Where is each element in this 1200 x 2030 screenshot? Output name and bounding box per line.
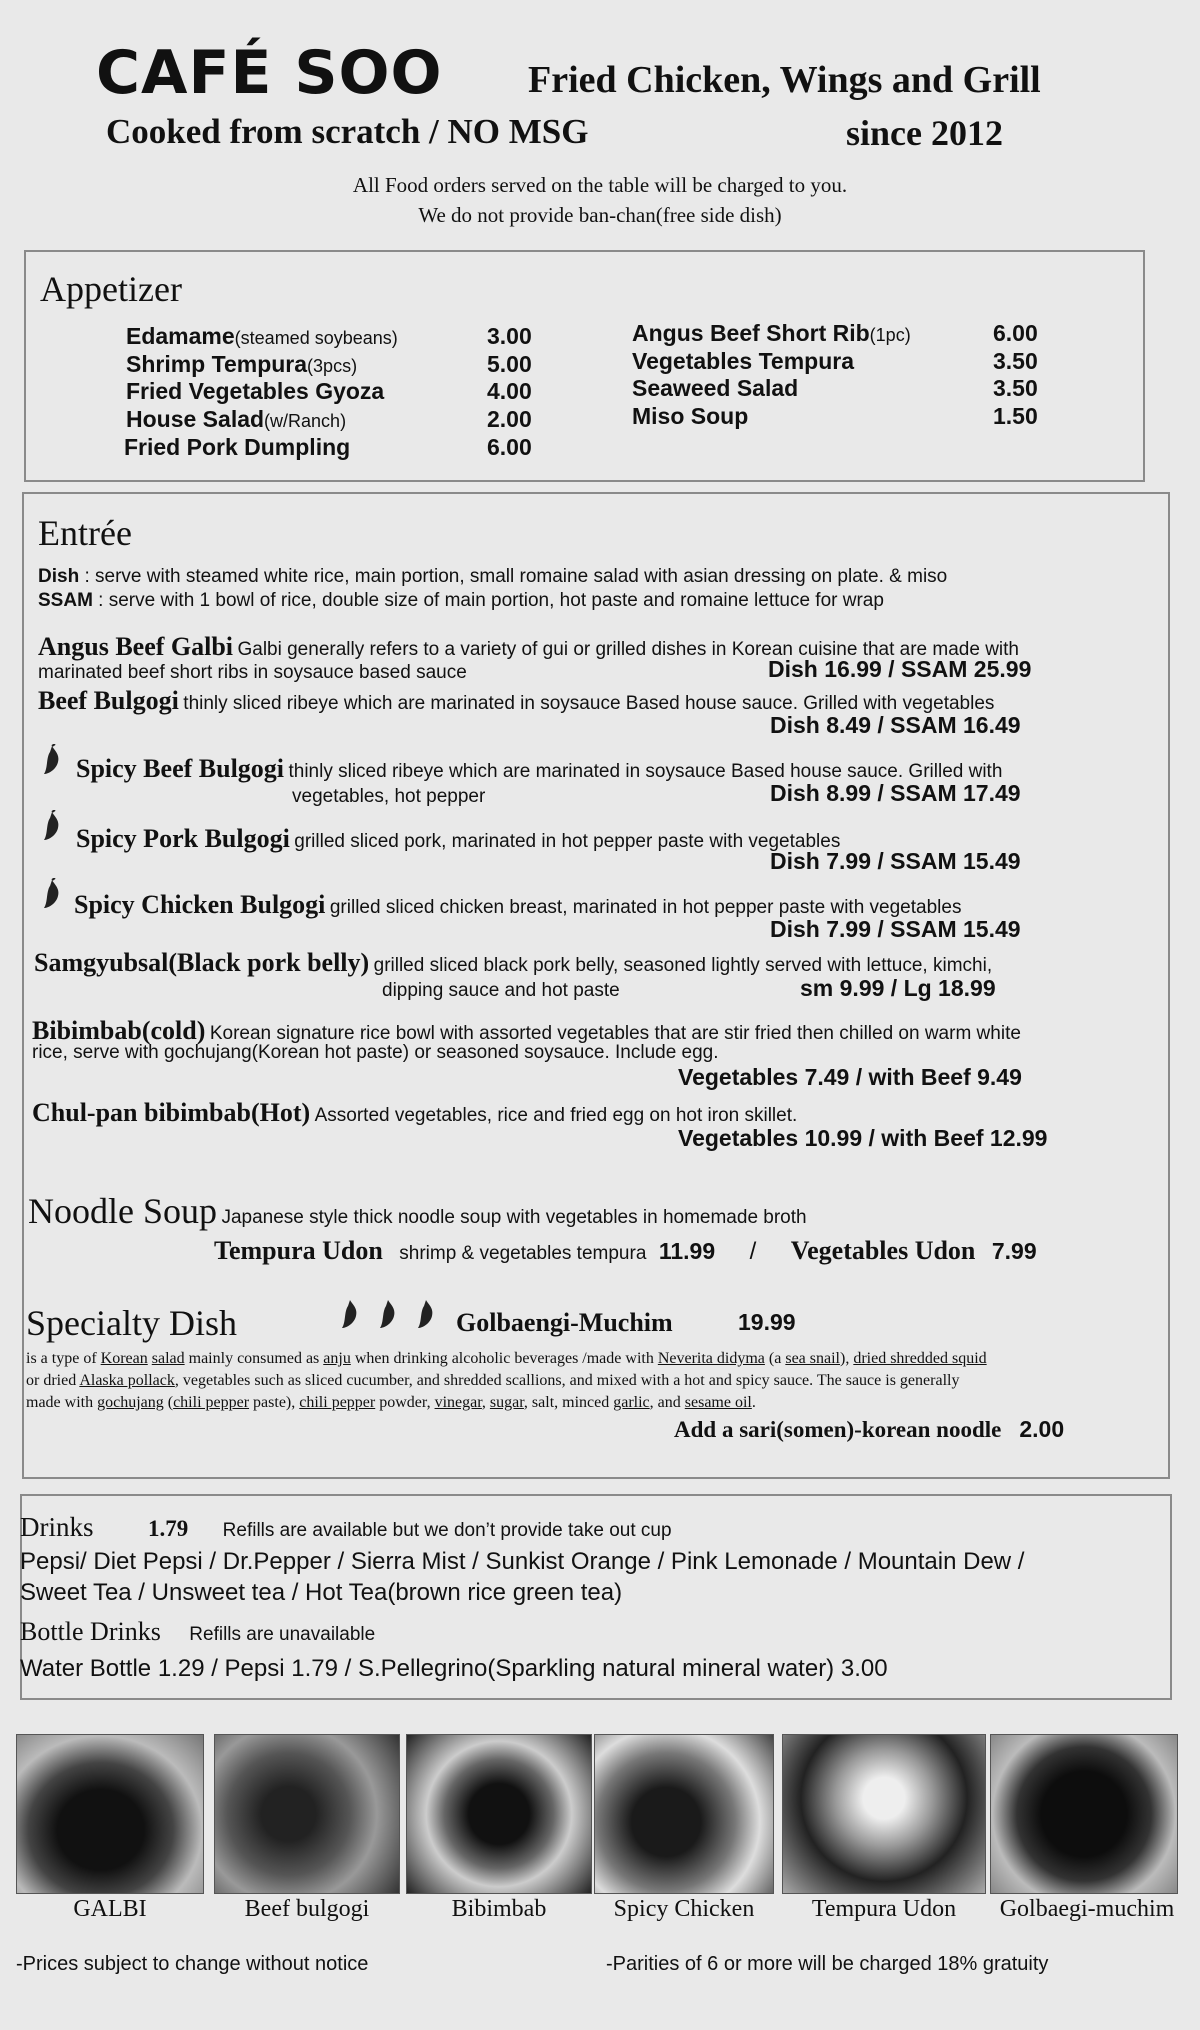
entree-price: Dish 16.99 / SSAM 25.99 xyxy=(768,656,1032,682)
footer-price-notice: -Prices subject to change without notice xyxy=(16,1953,369,1975)
gallery-caption: Beef bulgogi xyxy=(244,1896,370,1922)
specialty-desc-line-2 xyxy=(26,1372,959,1390)
entree-item: Spicy Chicken Bulgogi grilled sliced chicken breast, marinated in hot pepper paste with vegetables xyxy=(74,890,962,919)
gallery-caption: Bibimbab xyxy=(451,1896,547,1922)
underlined-term: vinegar xyxy=(434,1394,482,1411)
bottle-drinks-list: Water Bottle 1.29 / Pepsi 1.79 / S.Pellegrino(Sparkling natural mineral water) 3.00 xyxy=(20,1655,888,1682)
drinks-header: Drinks 1.79 Refills are available but we don’t provide take out cup xyxy=(20,1512,672,1542)
entree-item: Bibimbab(cold) Korean signature rice bowl with assorted vegetables that are stir fried then chilled on warm white xyxy=(32,1016,1021,1045)
entree-desc: marinated beef short ribs in soysauce based sauce xyxy=(38,662,467,683)
bibimbab-photo xyxy=(406,1734,592,1894)
entree-item: Beef Bulgogi thinly sliced ribeye which are marinated in soysauce Based house sauce. Grilled with vegetables xyxy=(38,686,995,715)
footer-gratuity-notice: -Parities of 6 or more will be charged 18% gratuity xyxy=(606,1953,1049,1975)
desc-text: is a type of xyxy=(26,1350,101,1367)
desc-text: ), xyxy=(840,1350,854,1367)
three-chili-peppers-icon xyxy=(336,1296,446,1332)
specialty-name: Golbaengi-Muchim xyxy=(456,1308,673,1337)
desc-text: powder, xyxy=(375,1394,435,1411)
desc-text: mainly consumed as xyxy=(184,1350,324,1367)
notice-charge: All Food orders served on the table will be charged to you. xyxy=(352,173,848,197)
appetizer-title: Appetizer xyxy=(40,269,182,309)
spicy-chicken-photo xyxy=(594,1734,774,1894)
entree-price: Dish 8.99 / SSAM 17.49 xyxy=(770,780,1021,806)
notice-banchan: We do not provide ban-chan(free side dish) xyxy=(418,203,782,227)
noodle-soup-header: Noodle Soup Japanese style thick noodle soup with vegetables in homemade broth xyxy=(28,1191,807,1231)
entree-desc: dipping sauce and hot paste xyxy=(382,980,620,1001)
chili-pepper-icon xyxy=(40,878,62,910)
gallery-caption: Spicy Chicken xyxy=(613,1896,755,1922)
appetizer-price: 6.00 xyxy=(487,434,532,460)
galbi-photo xyxy=(16,1734,204,1894)
specialty-addon: Add a sari(somen)-korean noodle 2.00 xyxy=(674,1416,1065,1442)
entree-price: Dish 7.99 / SSAM 15.49 xyxy=(770,848,1021,874)
entree-price: Vegetables 7.49 / with Beef 9.49 xyxy=(678,1064,1022,1090)
appetizer-price: 4.00 xyxy=(487,378,532,404)
appetizer-item: Miso Soup xyxy=(632,403,749,429)
dish-definition: Dish : serve with steamed white rice, main portion, small romaine salad with asian dressing on plate. & miso xyxy=(38,566,948,587)
appetizer-price: 1.50 xyxy=(993,403,1038,429)
entree-desc: vegetables, hot pepper xyxy=(292,786,486,807)
desc-text: , xyxy=(481,1394,490,1411)
tagline: Fried Chicken, Wings and Grill xyxy=(528,59,1041,101)
appetizer-price: 3.50 xyxy=(993,348,1038,374)
underlined-term: Neverita didyma xyxy=(657,1350,765,1367)
noodle-item: Tempura Udon shrimp & vegetables tempura 11.99 / Vegetables Udon 7.99 xyxy=(214,1236,1037,1265)
appetizer-item: Vegetables Tempura xyxy=(632,348,854,374)
entree-item: Spicy Pork Bulgogi grilled sliced pork, marinated in hot pepper paste with vegetables xyxy=(76,824,841,853)
desc-text: (a xyxy=(764,1350,786,1367)
since-year: since 2012 xyxy=(846,113,1003,153)
ssam-definition: SSAM : serve with 1 bowl of rice, double size of main portion, hot paste and romaine lettuce for wrap xyxy=(38,590,884,611)
desc-text: , and xyxy=(649,1394,685,1411)
appetizer-item: Edamame(steamed soybeans) xyxy=(126,323,398,349)
underlined-term: sea snail xyxy=(785,1350,840,1367)
underlined-term: garlic xyxy=(613,1394,650,1411)
desc-text: when drinking alcoholic beverages /made with xyxy=(350,1350,658,1367)
chili-pepper-icon xyxy=(40,810,62,842)
desc-text: or dried xyxy=(26,1372,80,1389)
specialty-desc-line-1 xyxy=(26,1350,987,1368)
bottle-drinks-header: Bottle Drinks Refills are unavailable xyxy=(20,1617,376,1646)
appetizer-item: Fried Pork Dumpling xyxy=(124,434,351,460)
underlined-term: chili pepper xyxy=(299,1394,376,1411)
restaurant-name: CAFÉ SOO xyxy=(96,38,443,108)
underlined-term: dried shredded squid xyxy=(853,1350,987,1367)
cooked-from-scratch: Cooked from scratch / NO MSG xyxy=(106,112,589,151)
entree-desc: rice, serve with gochujang(Korean hot paste) or seasoned soysauce. Include egg. xyxy=(32,1042,719,1063)
entree-price: Dish 7.99 / SSAM 15.49 xyxy=(770,916,1021,942)
chili-pepper-icon xyxy=(40,744,62,776)
appetizer-price: 6.00 xyxy=(993,320,1038,346)
entree-price: sm 9.99 / Lg 18.99 xyxy=(800,975,996,1001)
entree-item: Spicy Beef Bulgogi thinly sliced ribeye which are marinated in soysauce Based house sauce. Grilled with xyxy=(76,754,1003,783)
desc-text: , vegetables such as sliced cucumber, and shredded scallions, and mixed with a hot and spicy sauce. The sauce is generally xyxy=(174,1372,960,1389)
entree-title: Entrée xyxy=(38,513,132,553)
drinks-list-line-2: Sweet Tea / Unsweet tea / Hot Tea(brown rice green tea) xyxy=(20,1579,623,1606)
specialty-price: 19.99 xyxy=(738,1309,796,1335)
entree-item: Chul-pan bibimbab(Hot) Assorted vegetables, rice and fried egg on hot iron skillet. xyxy=(32,1098,798,1127)
underlined-term: sugar xyxy=(489,1394,524,1411)
gallery-caption: GALBI xyxy=(73,1896,147,1922)
desc-text: made with xyxy=(26,1394,98,1411)
desc-text: ( xyxy=(163,1394,174,1411)
appetizer-price: 3.50 xyxy=(993,375,1038,401)
drinks-list-line-1: Pepsi/ Diet Pepsi / Dr.Pepper / Sierra Mist / Sunkist Orange / Pink Lemonade / Mountain Dew / xyxy=(20,1548,1025,1575)
underlined-term: sesame oil xyxy=(684,1394,752,1411)
appetizer-price: 3.00 xyxy=(487,323,532,349)
underlined-term: Korean xyxy=(100,1350,148,1367)
underlined-term: anju xyxy=(323,1350,351,1367)
specialty-desc-line-3 xyxy=(26,1394,756,1412)
underlined-term: chili pepper xyxy=(173,1394,250,1411)
appetizer-item: Angus Beef Short Rib(1pc) xyxy=(632,320,911,346)
appetizer-item: Shrimp Tempura(3pcs) xyxy=(126,351,358,377)
appetizer-item: House Salad(w/Ranch) xyxy=(126,406,347,432)
desc-text: , salt, minced xyxy=(523,1394,614,1411)
entree-price: Vegetables 10.99 / with Beef 12.99 xyxy=(678,1125,1048,1151)
tempura-udon-photo xyxy=(782,1734,986,1894)
golbaengi-muchim-photo xyxy=(990,1734,1178,1894)
underlined-term: salad xyxy=(151,1350,185,1367)
entree-item: Angus Beef Galbi Galbi generally refers to a variety of gui or grilled dishes in Korean cuisine that are made with xyxy=(38,632,1019,661)
appetizer-price: 2.00 xyxy=(487,406,532,432)
specialty-title: Specialty Dish xyxy=(26,1303,237,1343)
appetizer-item: Seaweed Salad xyxy=(632,375,799,401)
desc-text: paste), xyxy=(249,1394,300,1411)
gallery-caption: Tempura Udon xyxy=(811,1896,957,1922)
desc-text: . xyxy=(751,1394,756,1411)
underlined-term: Alaska pollack xyxy=(79,1372,175,1389)
appetizer-item: Fried Vegetables Gyoza xyxy=(126,378,385,404)
entree-price: Dish 8.49 / SSAM 16.49 xyxy=(770,712,1021,738)
beef-bulgogi-photo xyxy=(214,1734,400,1894)
gallery-caption: Golbaegi-muchim xyxy=(999,1896,1175,1922)
appetizer-price: 5.00 xyxy=(487,351,532,377)
underlined-term: gochujang xyxy=(97,1394,164,1411)
entree-item: Samgyubsal(Black pork belly) grilled sliced black pork belly, seasoned lightly served with lettuce, kimchi, xyxy=(34,948,993,977)
